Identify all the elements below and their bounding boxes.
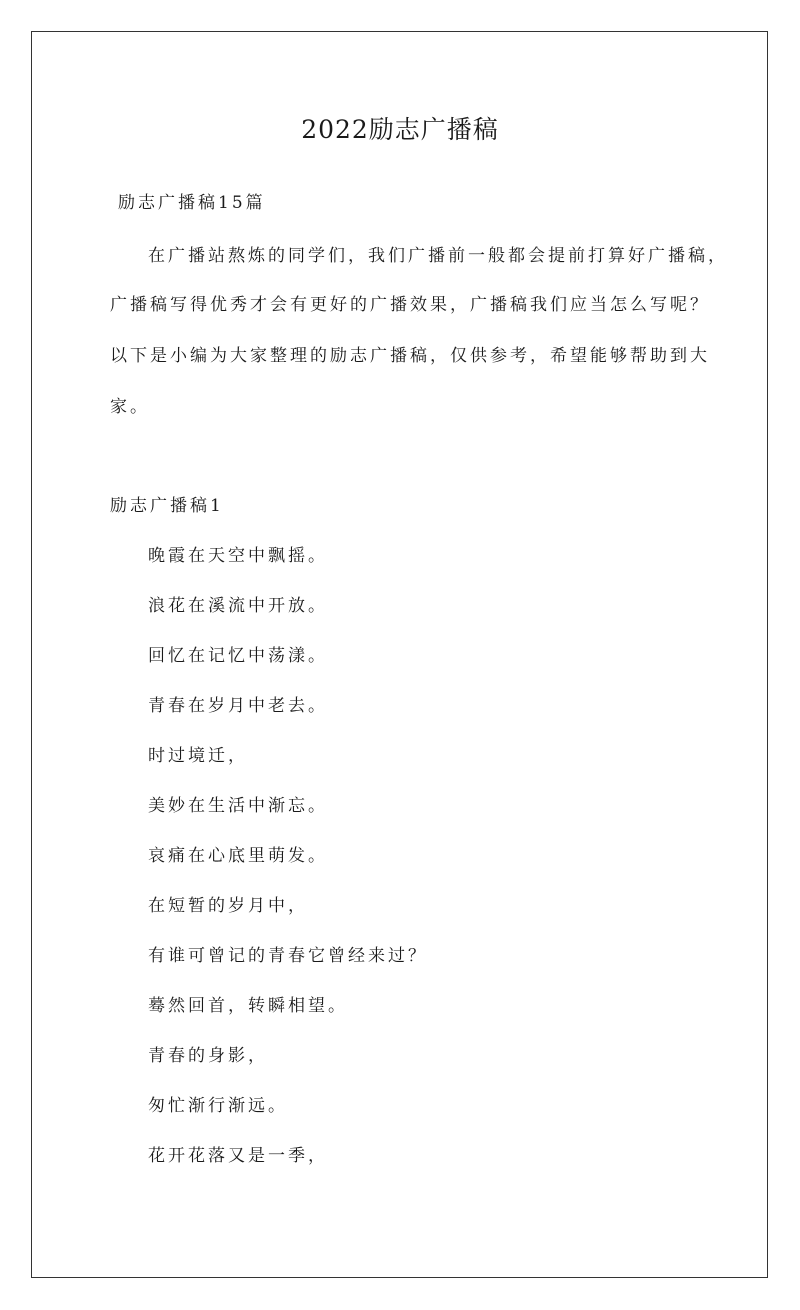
poem-line-5: 时过境迁， [148, 746, 248, 766]
intro-line-3: 以下是小编为大家整理的励志广播稿，仅供参考，希望能够帮助到大 [110, 346, 710, 366]
poem-line-8: 在短暂的岁月中， [148, 896, 308, 916]
document-title: 2022励志广播稿 [301, 115, 499, 144]
document-subtitle: 励志广播稿15篇 [118, 193, 266, 213]
poem-line-9: 有谁可曾记的青春它曾经来过？ [148, 946, 428, 966]
poem-line-3: 回忆在记忆中荡漾。 [148, 646, 328, 666]
poem-line-12: 匆忙渐行渐远。 [148, 1096, 288, 1116]
poem-line-10: 蓦然回首，转瞬相望。 [148, 996, 348, 1016]
poem-line-13: 花开花落又是一季， [148, 1146, 328, 1166]
poem-line-6: 美妙在生活中渐忘。 [148, 796, 328, 816]
poem-line-1: 晚霞在天空中飘摇。 [148, 546, 328, 566]
poem-line-2: 浪花在溪流中开放。 [148, 596, 328, 616]
intro-line-2: 广播稿写得优秀才会有更好的广播效果，广播稿我们应当怎么写呢？ [110, 295, 710, 315]
intro-line-4: 家。 [110, 397, 150, 417]
section-heading: 励志广播稿1 [110, 496, 224, 516]
intro-line-1: 在广播站熬炼的同学们，我们广播前一般都会提前打算好广播稿， [148, 246, 728, 266]
poem-line-11: 青春的身影， [148, 1046, 268, 1066]
poem-line-7: 哀痛在心底里萌发。 [148, 846, 328, 866]
poem-line-4: 青春在岁月中老去。 [148, 696, 328, 716]
page-border [31, 31, 768, 1278]
